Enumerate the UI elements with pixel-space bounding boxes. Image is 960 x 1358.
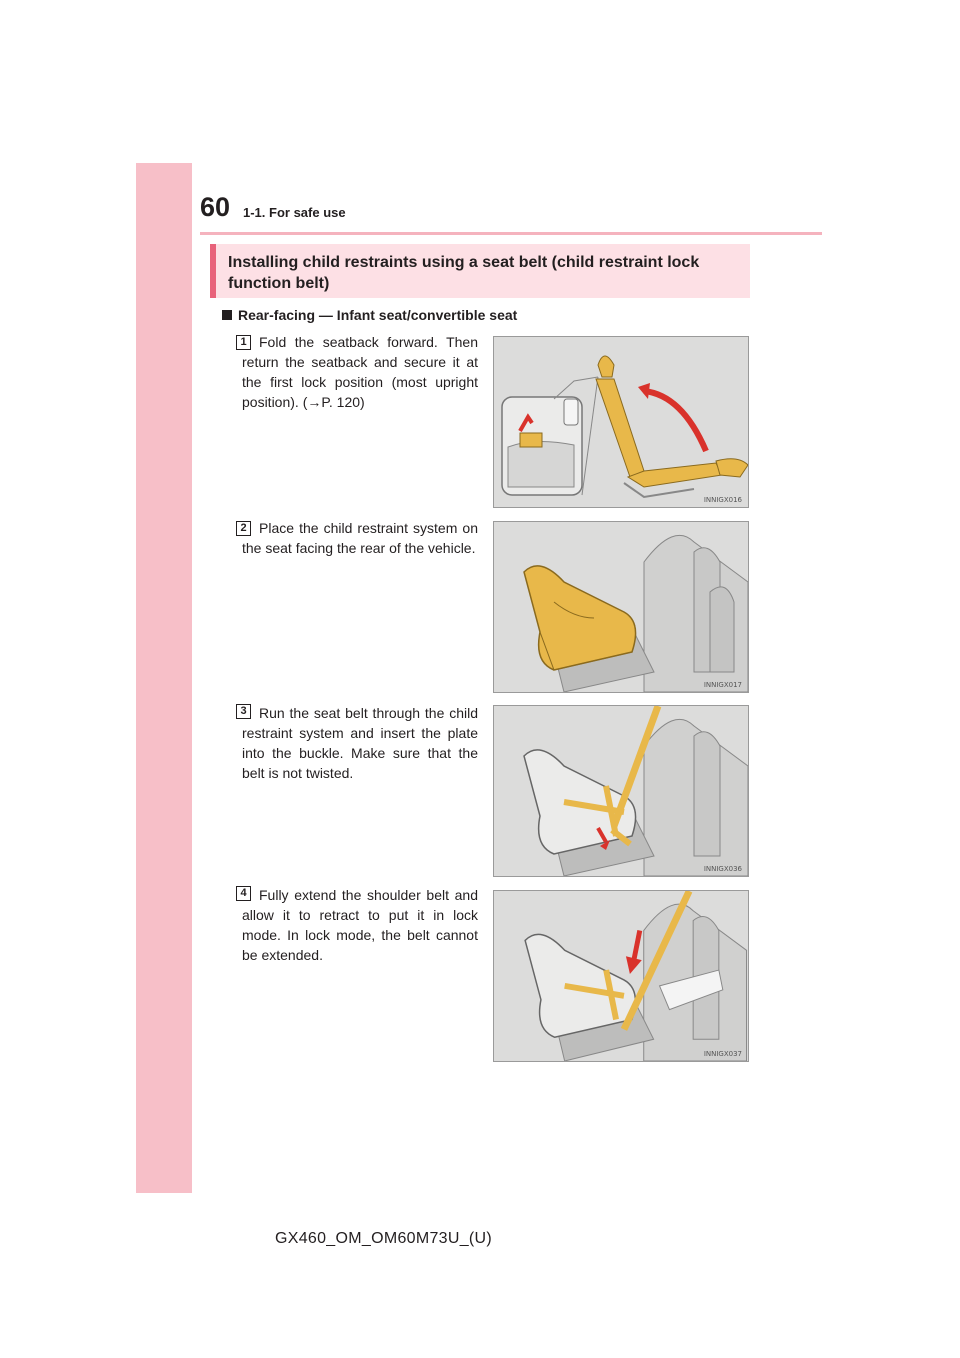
figure-fold-seatback [493, 336, 749, 508]
figure-code: INNIGX037 [703, 1050, 742, 1058]
step-number-1: 1 [236, 335, 251, 350]
figure-place-restraint [493, 521, 749, 693]
square-bullet-icon [222, 310, 232, 320]
seat-belt-routing-illustration [494, 706, 748, 876]
figure-code: INNIGX017 [703, 681, 742, 689]
step-text-4: Fully extend the shoulder belt and allow it to retract to put it in lock mode. In lock mode, the belt cannot be extended. [242, 887, 478, 963]
header-rule [200, 232, 822, 235]
section-title: 1-1. For safe use [243, 205, 346, 220]
figure-lock-mode [493, 890, 749, 1062]
step-number-4: 4 [236, 886, 251, 901]
document-code-footer: GX460_OM_OM60M73U_(U) [275, 1230, 493, 1247]
step-number-2: 2 [236, 521, 251, 536]
sidebar-tab [136, 163, 192, 1193]
step-text-3: Run the seat belt through the child restraint system and insert the plate into the buckle. Make sure that the belt is not twisted. [242, 705, 478, 781]
heading-text: Installing child restraints using a seat belt (child restraint lock function belt) [228, 254, 700, 292]
heading-box [210, 244, 750, 298]
subheading-text: Rear-facing — Infant seat/convertible seat [238, 307, 518, 323]
subheading [222, 306, 517, 324]
figure-run-seat-belt [493, 705, 749, 877]
figure-code: INNIGX036 [703, 865, 742, 873]
seatback-fold-illustration [494, 337, 748, 507]
restraint-placement-illustration [494, 522, 748, 692]
figure-code: INNIGX016 [703, 496, 742, 504]
page-number: 60 [200, 192, 231, 222]
step-number-3: 3 [236, 704, 251, 719]
lock-mode-illustration [494, 891, 748, 1061]
step-text-1: Fold the seatback forward. Then return the seatback and secure it at the first lock position (most upright position). (→P. 120) [242, 334, 478, 410]
step-text-2: Place the child restraint system on the seat facing the rear of the vehicle. [242, 520, 478, 556]
